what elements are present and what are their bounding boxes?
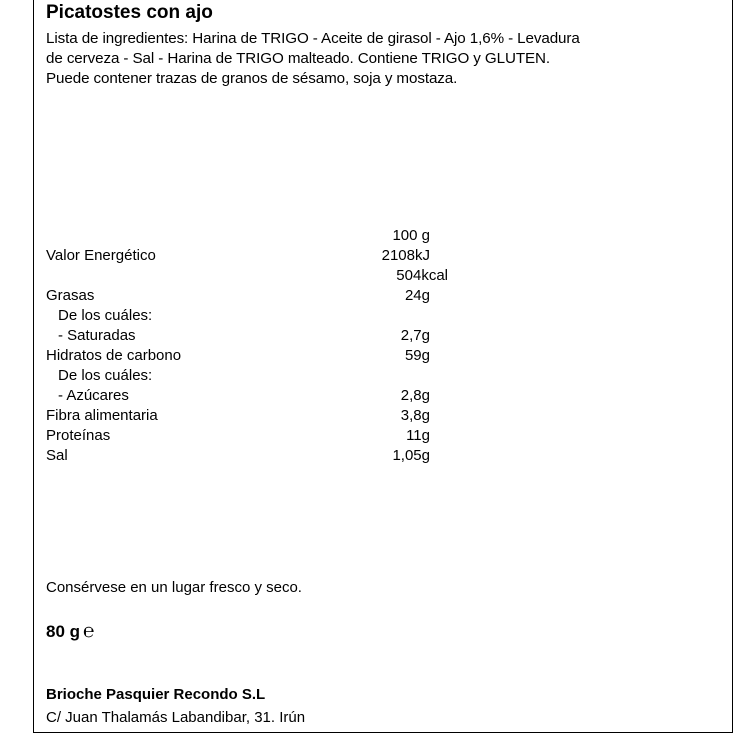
table-row (0, 347, 735, 367)
nutrition-header: 100 g (392, 227, 430, 244)
nutrient-value: 2,7g (400, 327, 430, 344)
table-row (0, 327, 735, 347)
nutrient-label: De los cuáles: (58, 367, 153, 384)
table-row (0, 447, 735, 467)
nutrient-value: 2108kJ (381, 247, 430, 264)
nutrient-label: - Azúcares (58, 387, 129, 404)
nutrient-label: De los cuáles: (58, 307, 153, 324)
table-row (0, 267, 735, 287)
net-weight (46, 621, 94, 643)
nutrient-label: - Saturadas (58, 327, 136, 344)
nutrient-label: Hidratos de carbono (46, 347, 182, 364)
estimated-sign-icon: ℮ (83, 621, 95, 642)
table-row (0, 247, 735, 267)
nutrient-label: Sal (46, 447, 68, 464)
nutrient-label: Valor Energético (46, 247, 156, 264)
nutrient-value: 24g (404, 287, 430, 304)
ingredients-line: de cerveza - Sal - Harina de TRIGO malteado. Contiene TRIGO y GLUTEN. (46, 50, 551, 67)
nutrient-value: 3,8g (400, 407, 430, 424)
table-row (0, 407, 735, 427)
nutrient-value: 59g (404, 347, 430, 364)
nutrient-label: Proteínas (46, 427, 111, 444)
nutrient-value: 1,05g (392, 447, 430, 464)
nutrient-label: Grasas (46, 287, 95, 304)
ingredients-line: Puede contener trazas de granos de sésamo, soja y mostaza. (46, 70, 458, 87)
product-title: Picatostes con ajo (46, 2, 213, 23)
table-row (0, 367, 735, 387)
table-row (0, 427, 735, 447)
company-name: Brioche Pasquier Recondo S.L (46, 686, 266, 703)
ingredients-line: Lista de ingredientes: Harina de TRIGO - Aceite de girasol - Ajo 1,6% - Levadura (46, 30, 580, 47)
nutrient-value: 2,8g (400, 387, 430, 404)
table-row (0, 307, 735, 327)
storage-instructions: Consérvese en un lugar fresco y seco. (46, 579, 302, 596)
table-row (0, 287, 735, 307)
table-row (0, 387, 735, 407)
nutrient-label: Fibra alimentaria (46, 407, 158, 424)
nutrient-value: 504kcal (396, 267, 448, 284)
net-weight-value: 80 g (46, 622, 81, 641)
company-address: C/ Juan Thalamás Labandibar, 31. Irún (46, 709, 306, 726)
nutrition-header-row (0, 227, 735, 247)
nutrient-value: 11g (406, 427, 430, 444)
